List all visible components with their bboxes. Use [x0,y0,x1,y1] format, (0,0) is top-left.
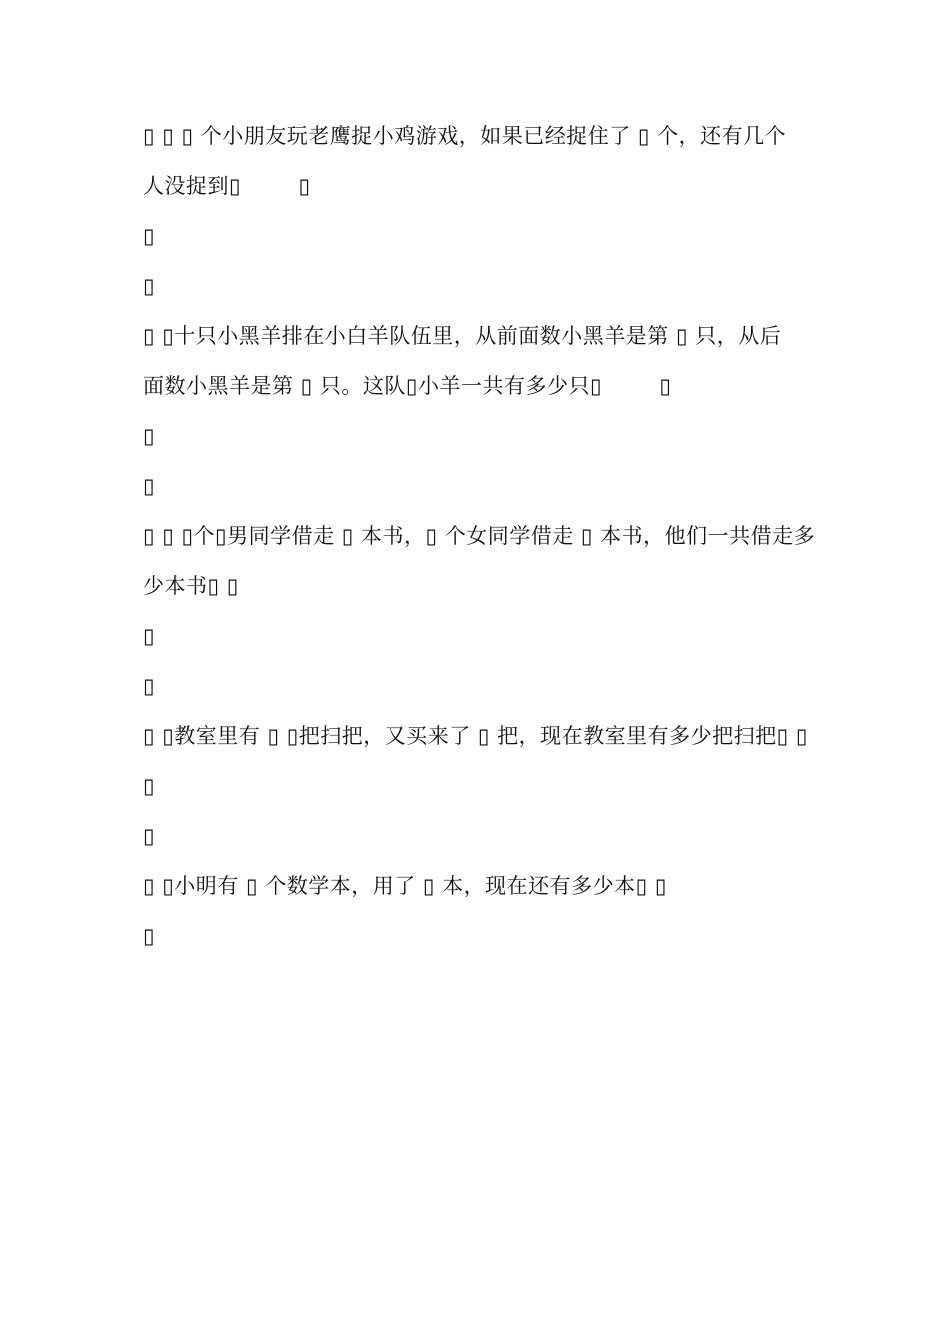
problem-3-line-1: ▯ ▯ ▯个▯男同学借走 ▯ 本书，▯ 个女同学借走 ▯ 本书，他们一共借走多 [143,524,816,548]
problem-1-line-2: 人没捉到▯ ▯ [143,174,311,198]
problem-1-blank-2: ▯ [143,274,156,298]
problem-4-blank-1: ▯ [143,774,156,798]
problem-5-blank-1: ▯ [143,924,156,948]
problem-4-blank-2: ▯ [143,824,156,848]
problem-5-line-1: ▯ ▯小明有 ▯ 个数学本，用了 ▯ 本，现在还有多少本▯ ▯ [143,874,667,898]
problem-3-line-2: 少本书▯ ▯ [143,574,239,598]
problem-4-line-1: ▯ ▯教室里有 ▯ ▯把扫把，又买来了 ▯ 把，现在教室里有多少把扫把▯ ▯ [143,724,808,748]
problem-3-blank-2: ▯ [143,674,156,698]
problem-1-line-1: ▯ ▯ ▯ 个小朋友玩老鹰捉小鸡游戏，如果已经捉住了 ▯ 个，还有几个 [143,124,787,148]
problem-2-line-2: 面数小黑羊是第 ▯ 只。这队▯小羊一共有多少只▯ ▯ [143,374,672,398]
problem-2-line-1: ▯ ▯十只小黑羊排在小白羊队伍里，从前面数小黑羊是第 ▯ 只，从后 [143,324,782,348]
problem-2-blank-1: ▯ [143,424,156,448]
problem-2-blank-2: ▯ [143,474,156,498]
problem-1-blank-1: ▯ [143,224,156,248]
problem-3-blank-1: ▯ [143,624,156,648]
